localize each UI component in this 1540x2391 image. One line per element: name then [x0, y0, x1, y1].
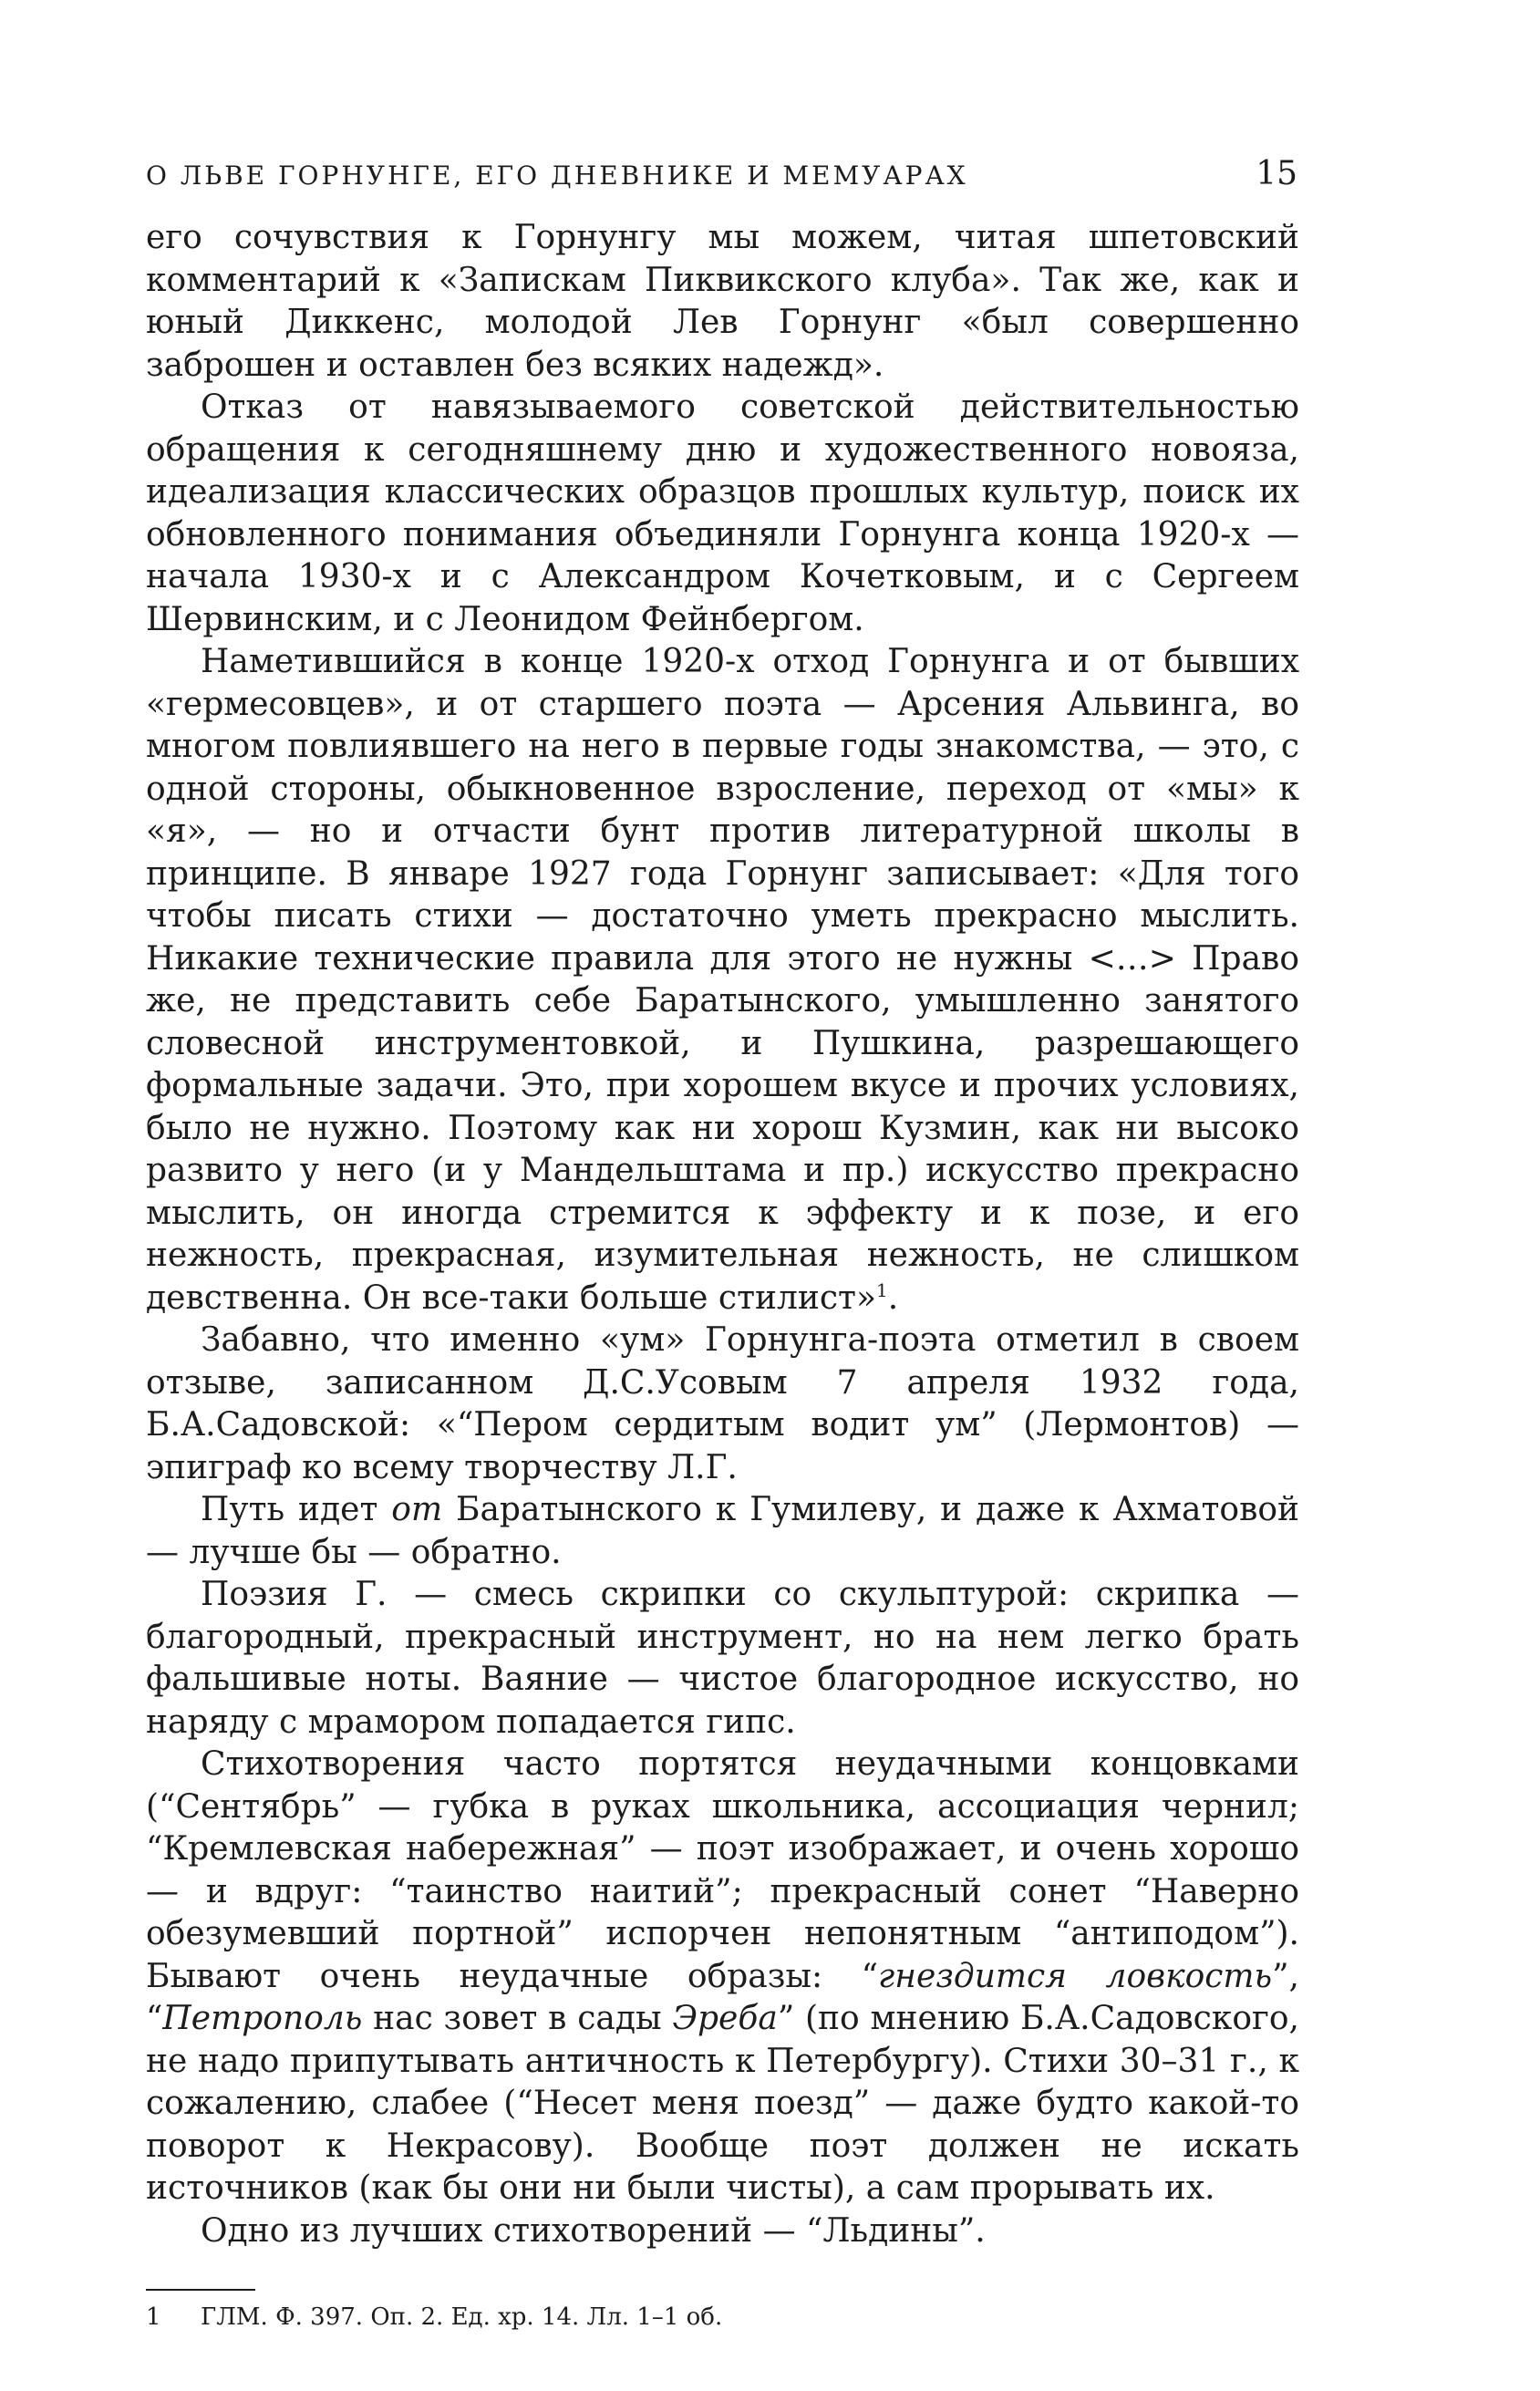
body-text: [146, 217, 1299, 2252]
paragraph-8: Одно из лучших стихотворений — “Льдины”.: [201, 2211, 986, 2250]
paragraph-7-text-d: ” (по мнению Б.А.Садовского, не надо припутывать античность к Петербургу). Стихи 30–31 г., к сожалению, слабее (“Несет меня поезд” — даже будто какой-то поворот к Некрасову). Вообще поэт должен не искать источников (как бы они ни были чисты), а сам прорывать их.: [146, 2000, 1299, 2207]
paragraph-7: [146, 1744, 1299, 2210]
footnote-reference[interactable]: 1: [875, 1278, 888, 1301]
paragraph-3-end: .: [887, 1278, 899, 1317]
paragraph-7-text-a: Стихотворения часто портятся неудачными концовками (“Сентябрь” — губка в руках школьника, ассоциация чернил; “Кремлевская набережная” — поэт изображает, и очень хорошо — и вдруг: “таинство наитий”; прекрасный сонет “Наверно обезумевший портной” испорчен непонятным “антиподом”). Бывают очень неудачные образы: “: [146, 1745, 1299, 1995]
footnote-text: ГЛМ. Ф. 397. Оп. 2. Ед. хр. 14. Лл. 1–1 об.: [201, 2303, 723, 2331]
page-number: 15: [1256, 155, 1297, 192]
running-head: [146, 155, 1299, 210]
paragraph-5-text-a: Путь идет: [201, 1491, 392, 1528]
paragraph-7-emphasis-3: Эреба: [672, 2000, 778, 2037]
paragraph-5-emphasis: от: [391, 1491, 443, 1528]
book-page: [146, 155, 1299, 2333]
footnote: [146, 2302, 1299, 2333]
paragraph-6: Поэзия Г. — смесь скрипки со скульптурой: скрипка — благородный, прекрасный инструмент, но на нем легко брать фальшивые ноты. Ваяние — чистое благородное искусство, но наряду с мрамором попадается гипс.: [146, 1576, 1299, 1741]
paragraph-5: [146, 1489, 1299, 1574]
paragraph-3-text: Наметившийся в конце 1920-х отход Горнунга и от бывших «гермесовцев», и от старшего поэта — Арсения Альвинга, во многом повлиявшего на него в первые годы знакомства, — это, с одной стороны, обыкновенное взросление, переход от «мы» к «я», — но и отчасти бунт против литературной школы в принципе. В январе 1927 года Горнунг записывает: «Для того чтобы писать стихи — достаточно уметь прекрасно мыслить. Никакие технические правила для этого не нужны <…> Право же, не представить себе Баратынского, умышленно занятого словесной инструментовкой, и Пушкина, разрешающего формальные задачи. Это, при хорошем вкусе и прочих условиях, было не нужно. Поэтому как ни хорош Кузмин, как ни высоко развито у него (и у Мандельштама и пр.) искусство прекрасно мыслить, он иногда стремится к эффекту и к позе, и его нежность, прекрасная, изумительная нежность, не слишком девственна. Он все-таки больше стилист»: [146, 643, 1299, 1317]
footnote-number: 1: [146, 2303, 161, 2331]
footnote-divider: [146, 2289, 255, 2291]
paragraph-7-emphasis-1: гнездится ловкость: [878, 1957, 1273, 1995]
paragraph-7-text-c: нас зовет в сады: [362, 2000, 673, 2037]
paragraph-4: Забавно, что именно «ум» Горнунга-поэта отметил в своем отзыве, записанном Д.С.Усовым 7 апреля 1932 года, Б.А.Садовской: «“Пером сердитым водит ум” (Лермонтов) — эпиграф ко всему творчеству Л.Г.: [146, 1321, 1299, 1486]
paragraph-5-text-b: Баратынского к Гумилеву, и даже к Ахматовой — лучше бы — обратно.: [146, 1491, 1299, 1571]
running-title: О ЛЬВЕ ГОРНУНГЕ, ЕГО ДНЕВНИКЕ И МЕМУАРАХ: [146, 160, 968, 191]
paragraph-1: его сочувствия к Горнунгу мы можем, читая шпетовский комментарий к «Запискам Пиквикского клуба». Так же, как и юный Диккенс, молодой Лев Горнунг «был совершенно заброшен и оставлен без всяких надежд».: [146, 219, 1299, 384]
paragraph-7-emphasis-2: Петрополь: [162, 2000, 363, 2037]
paragraph-2: Отказ от навязываемого советской действительностью обращения к сегодняшнему дню и художественного новояза, идеализация классических образцов прошлых культур, поиск их обновленного понимания объединяли Горнунга конца 1920-х — начала 1930-х и с Александром Кочетковым, и с Сергеем Шервинским, и с Леонидом Фейнбергом.: [146, 388, 1299, 638]
paragraph-3: [146, 641, 1299, 1320]
paragraph-7-text-b: ”, “: [146, 1957, 1299, 2037]
